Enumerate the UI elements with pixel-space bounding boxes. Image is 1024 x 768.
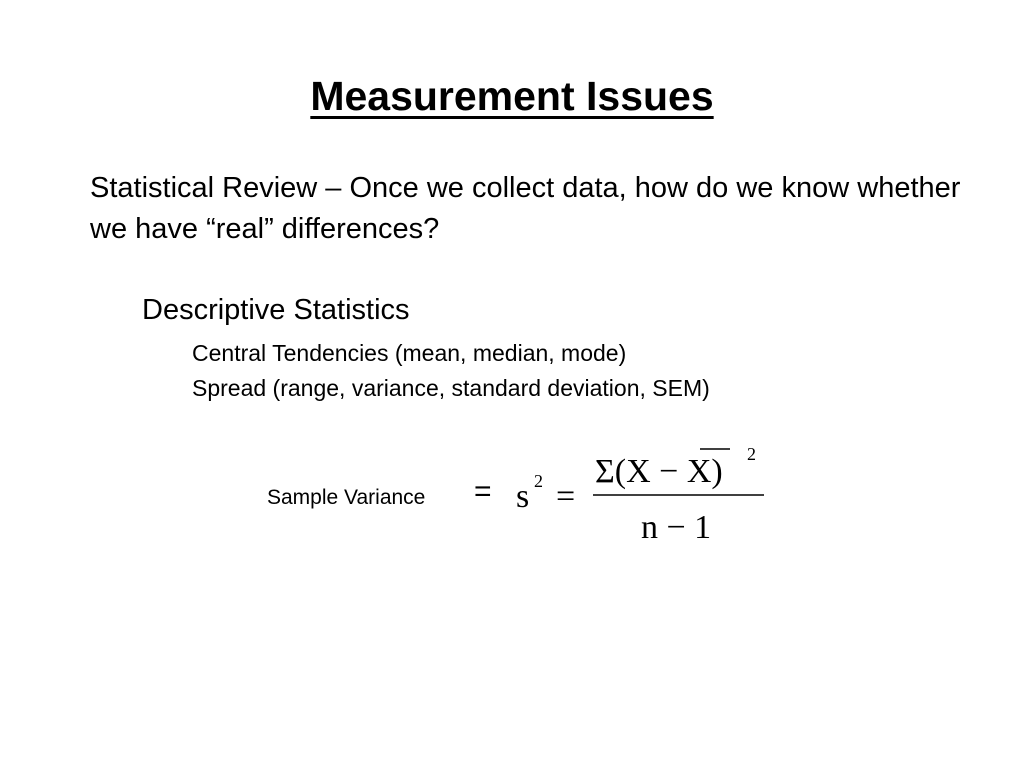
formula-denominator: n − 1	[641, 509, 712, 546]
spread-item: Spread (range, variance, standard deviation, SEM)	[192, 375, 710, 401]
intro-text: Statistical Review – Once we collect data, how do we know whether we have “real” differences?	[90, 172, 961, 245]
formula-s-exponent: 2	[534, 471, 543, 491]
descriptive-statistics-heading: Descriptive Statistics	[142, 294, 410, 326]
sample-variance-equals: =	[474, 475, 492, 508]
formula-numerator-exponent: 2	[747, 444, 756, 464]
sample-variance-formula	[510, 440, 780, 550]
formula-equals: =	[556, 478, 576, 515]
sample-variance-label: Sample Variance	[267, 486, 426, 509]
slide-title: Measurement Issues	[310, 73, 714, 119]
formula-numerator: Σ(X − X)	[595, 453, 723, 490]
formula-s: s	[516, 478, 530, 515]
central-tendencies-item: Central Tendencies (mean, median, mode)	[192, 340, 627, 366]
